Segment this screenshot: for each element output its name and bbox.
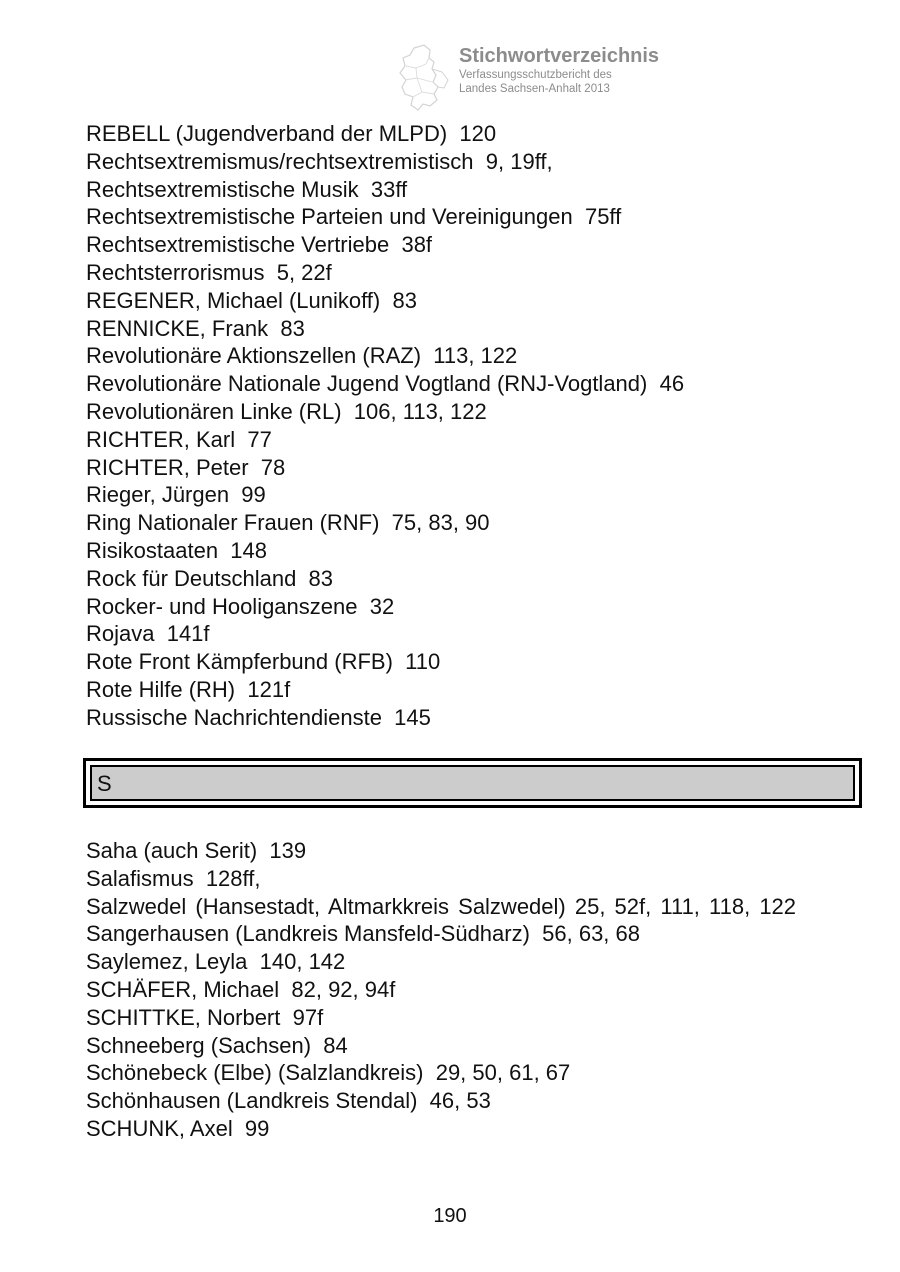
index-entry: Revolutionären Linke (RL) 106, 113, 122 bbox=[86, 398, 487, 424]
index-entry: Rechtsextremistische Vertriebe 38f bbox=[86, 232, 433, 258]
index-entries-s bbox=[86, 837, 866, 1143]
index-entry: SCHÄFER, Michael 82, 92, 94f bbox=[86, 976, 396, 1002]
page-number: 190 bbox=[433, 1205, 467, 1227]
index-entry: Salzwedel (Hansestadt, Altmarkkreis Salzwedel) 25, 52f, 111, 118, 122 bbox=[86, 893, 797, 919]
section-header-s bbox=[83, 758, 862, 808]
index-entry: Salafismus 128ff, bbox=[86, 865, 261, 891]
index-entry: Rieger, Jürgen 99 bbox=[86, 482, 266, 508]
index-entry: Saha (auch Serit) 139 bbox=[86, 838, 307, 863]
index-entry: SCHUNK, Axel 99 bbox=[86, 1115, 270, 1141]
index-entry: Schneeberg (Sachsen) 84 bbox=[86, 1032, 348, 1058]
index-entry: Rechtsextremistische Parteien und Vereinigungen 75ff bbox=[86, 204, 622, 230]
index-entry: Russische Nachrichtendienste 145 bbox=[86, 704, 431, 730]
sachsen-anhalt-map-icon bbox=[396, 42, 458, 114]
index-entry: REBELL (Jugendverband der MLPD) 120 bbox=[86, 121, 497, 146]
index-entries-r bbox=[86, 120, 866, 732]
page-header bbox=[396, 42, 716, 114]
index-entry: Risikostaaten 148 bbox=[86, 537, 267, 563]
index-entry: Saylemez, Leyla 140, 142 bbox=[86, 949, 346, 975]
section-letter: S bbox=[97, 771, 112, 796]
header-subtitle-line2: Landes Sachsen-Anhalt 2013 bbox=[459, 83, 610, 95]
index-entry: REGENER, Michael (Lunikoff) 83 bbox=[86, 287, 417, 313]
index-entry: Rocker- und Hooliganszene 32 bbox=[86, 593, 395, 619]
index-entry: RICHTER, Karl 77 bbox=[86, 426, 272, 452]
index-entry: Schönebeck (Elbe) (Salzlandkreis) 29, 50, 61, 67 bbox=[86, 1060, 571, 1086]
header-subtitle-line1: Verfassungsschutzbericht des bbox=[459, 69, 612, 81]
index-entry: Revolutionäre Nationale Jugend Vogtland (RNJ-Vogtland) 46 bbox=[86, 371, 685, 397]
index-entry: Schönhausen (Landkreis Stendal) 46, 53 bbox=[86, 1088, 491, 1114]
index-entry: Rote Hilfe (RH) 121f bbox=[86, 676, 291, 702]
index-entry: Rechtsextremismus/rechtsextremistisch 9, 19ff, bbox=[86, 148, 553, 174]
index-entry: RICHTER, Peter 78 bbox=[86, 454, 286, 480]
index-entry: Rojava 141f bbox=[86, 621, 210, 647]
index-entry: Revolutionäre Aktionszellen (RAZ) 113, 122 bbox=[86, 343, 518, 369]
header-title: Stichwortverzeichnis bbox=[459, 45, 660, 67]
index-entry: Rechtsterrorismus 5, 22f bbox=[86, 259, 332, 285]
index-entry: RENNICKE, Frank 83 bbox=[86, 315, 305, 341]
section-header-fill bbox=[90, 765, 855, 801]
index-entry: Rechtsextremistische Musik 33ff bbox=[86, 176, 408, 202]
index-entry: SCHITTKE, Norbert 97f bbox=[86, 1004, 324, 1030]
index-entry: Ring Nationaler Frauen (RNF) 75, 83, 90 bbox=[86, 510, 490, 536]
index-entry: Rock für Deutschland 83 bbox=[86, 565, 334, 591]
index-entry: Rote Front Kämpferbund (RFB) 110 bbox=[86, 649, 441, 675]
index-entry: Sangerhausen (Landkreis Mansfeld-Südharz) 56, 63, 68 bbox=[86, 921, 641, 947]
